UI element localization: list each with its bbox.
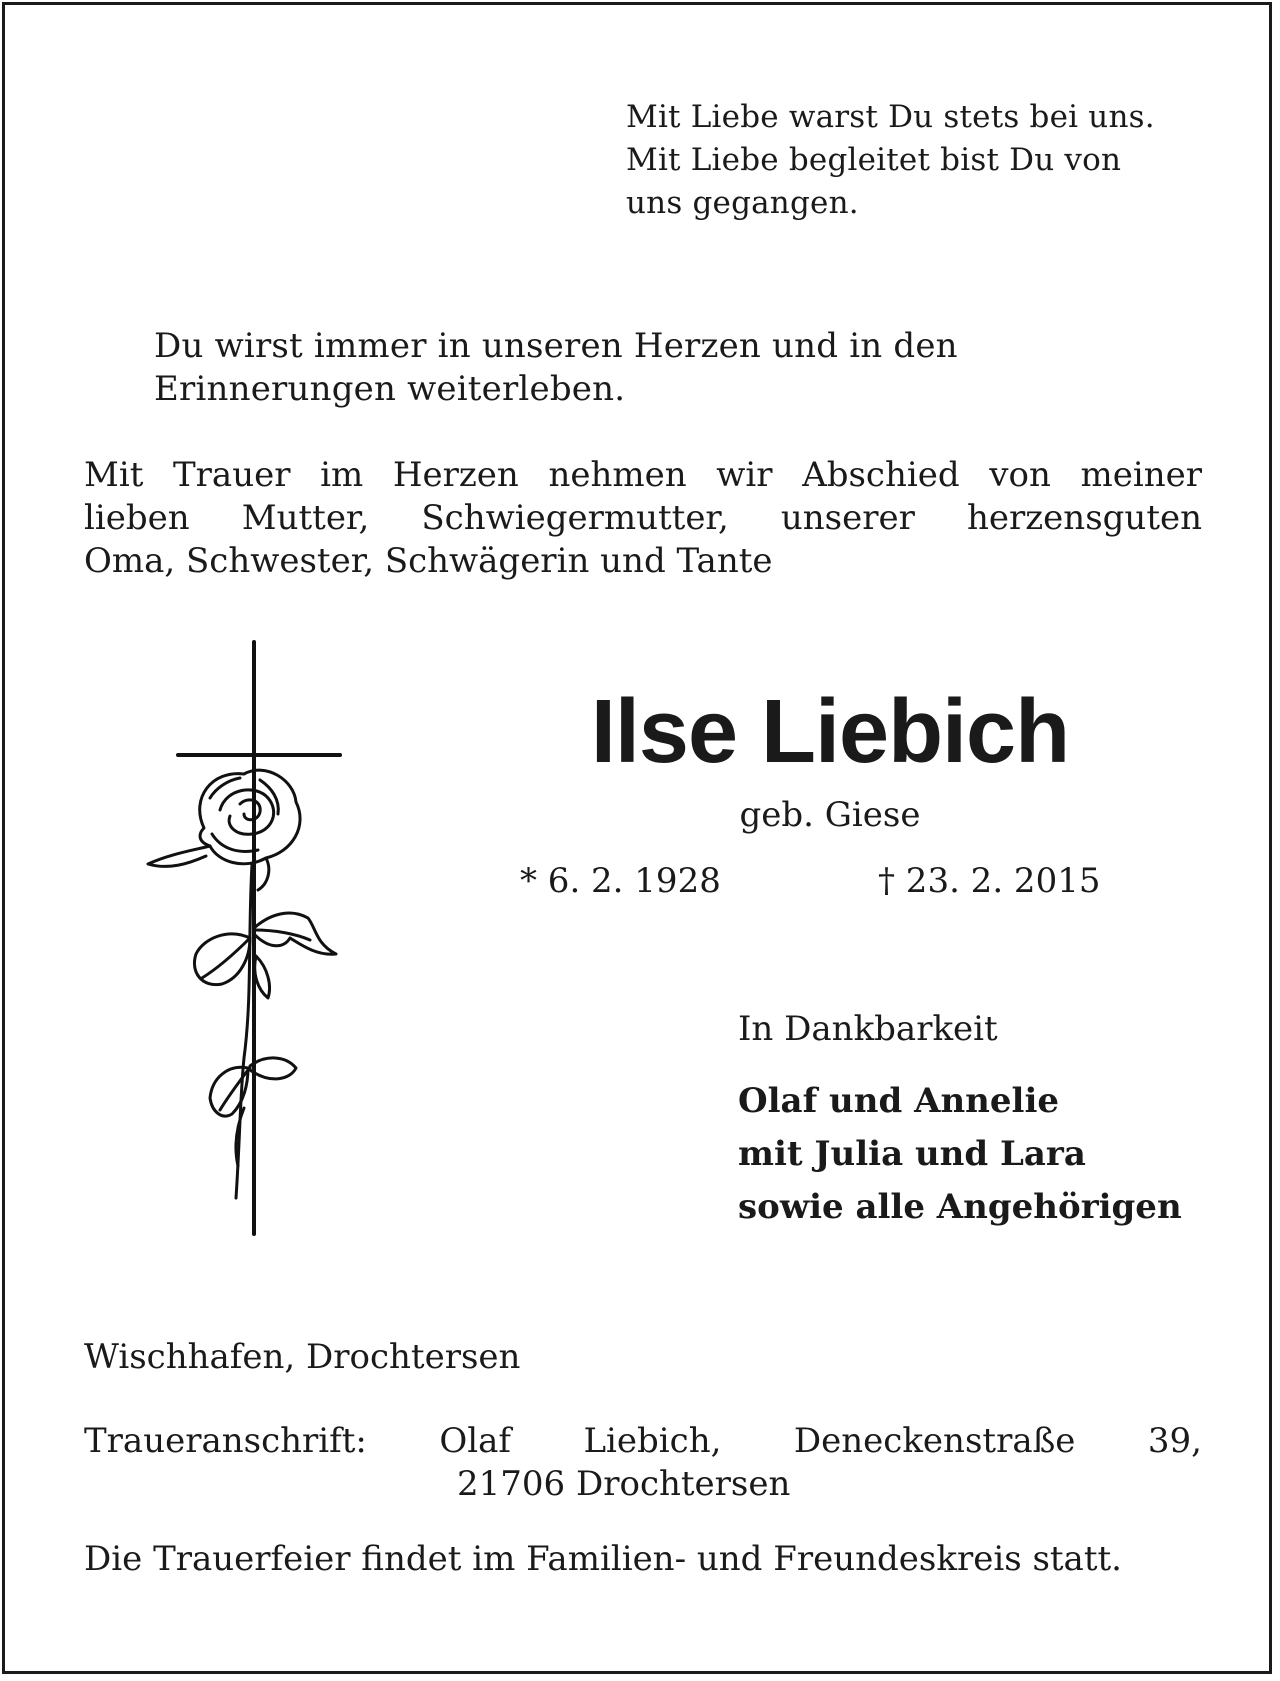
- intro-line: lieben Mutter, Schwiegermutter, unserer herzensguten: [84, 498, 1202, 538]
- deceased-name: Ilse Liebich: [590, 682, 1070, 782]
- motto: [626, 96, 1226, 225]
- address-line-2: 21706 Drochtersen: [457, 1464, 791, 1504]
- motto-line: Mit Liebe begleitet bist Du von: [626, 142, 1122, 178]
- mourners-list: [738, 1075, 1182, 1234]
- address-word: Traueranschrift:: [84, 1421, 367, 1461]
- intro-text: [84, 454, 1202, 583]
- intro-line: Mit Trauer im Herzen nehmen wir Abschied von meiner: [84, 455, 1202, 495]
- motto-line: uns gegangen.: [626, 185, 859, 221]
- address-word: Liebich,: [583, 1421, 722, 1461]
- address-word: 39,: [1147, 1421, 1202, 1461]
- mourning-address: [84, 1420, 1202, 1506]
- ceremony-note: Die Trauerfeier findet im Familien- und Freundeskreis statt.: [84, 1539, 1122, 1579]
- address-word: Deneckenstraße: [793, 1421, 1076, 1461]
- verse-line: Du wirst immer in unseren Herzen und in den: [154, 326, 958, 366]
- address-word: Olaf: [439, 1421, 511, 1461]
- verse-line: Erinnerungen weiterleben.: [154, 369, 626, 409]
- birth-date: * 6. 2. 1928: [520, 861, 721, 901]
- motto-line: Mit Liebe warst Du stets bei uns.: [626, 99, 1155, 135]
- maiden-name: geb. Giese: [739, 795, 921, 835]
- thanks-line: In Dankbarkeit: [738, 1009, 998, 1049]
- intro-line: Oma, Schwester, Schwägerin und Tante: [84, 541, 773, 581]
- verse: [154, 325, 1194, 411]
- address-line: [84, 1420, 1202, 1463]
- death-date: † 23. 2. 2015: [878, 861, 1101, 901]
- cross-with-rose-icon: [140, 638, 360, 1238]
- mourner-line: Olaf und Annelie: [738, 1081, 1059, 1121]
- mourner-line: mit Julia und Lara: [738, 1134, 1086, 1174]
- places: Wischhafen, Drochtersen: [84, 1337, 521, 1377]
- mourner-line: sowie alle Angehörigen: [738, 1187, 1182, 1227]
